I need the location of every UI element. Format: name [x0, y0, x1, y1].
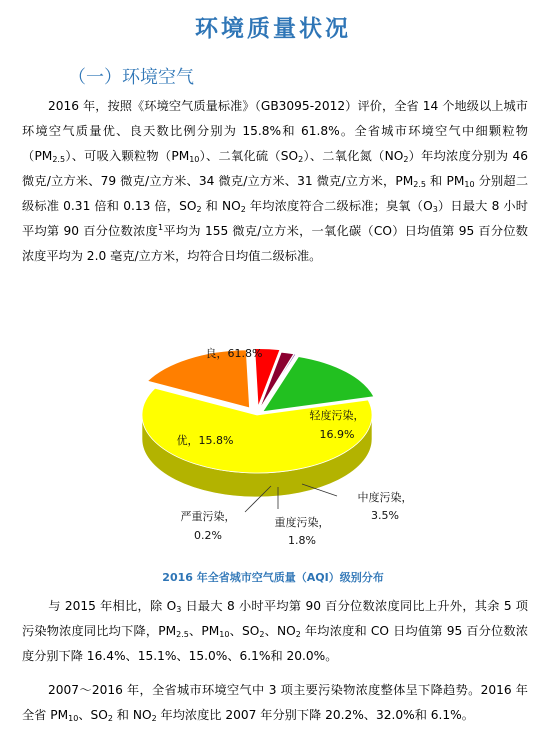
pie-label-严重污染: 严重污染， [180, 510, 236, 523]
aqi-pie-chart [130, 320, 430, 560]
page-title: 环境质量状况 [195, 15, 351, 42]
chart-caption: 2016 年全省城市空气质量（AQI）级别分布 [162, 571, 384, 584]
paragraph-3: 2007～2016 年，全省城市环境空气中 3 项主要污染物浓度整体呈下降趋势。2016 年全省 $PM_{10}$、$SO_2$ 和 $NO_2$ 年均浓度比 2007 年分别下降 20.2%、32.0%和 6.1%。 [22, 683, 528, 723]
pie-label-中度污染: 中度污染， [357, 491, 413, 504]
pie-label-重度污染: 重度污染， [274, 516, 330, 529]
pie-value-轻度污染: 16.9% [319, 428, 355, 441]
paragraph-1: 2016 年，按照《环境空气质量标准》（GB3095-2012）评价，全省 14 个地级以上城市环境空气质量优、良天数比例分别为 15.8%和 61.8%。全省城市环境空气中细颗粒物$(PM_{2.5})$、可吸入颗粒物$(PM_{10})$、二氧化硫$(SO_2)$、二氧化氮$(NO_2)$年均浓度分别为 46 微克/立方米、79 微克/立方米、34 微克/立方米、31 微克/立方米，$PM_{2.5}$ 和 $PM_{10}$ 分别超二级标准 0.31 倍和 0.13 倍，$SO_2$ 和 $NO_2$ 年均浓度符合二级标准；臭氧$(O_3)$日最大 8 小时平均第 90 百分位数浓度$^1$平均为 155 微克/立方米，一氧化碳（CO）日均值第 95 百分位数浓度平均为 2.0 毫克/立方米，均符合日均值二级标准。 [22, 99, 529, 263]
pie-value-重度污染: 1.8% [288, 534, 316, 547]
pie-value-严重污染: 0.2% [194, 529, 222, 542]
pie-value-中度污染: 3.5% [371, 509, 399, 522]
section-heading: （一）环境空气 [68, 67, 194, 88]
pie-label-优: 优，15.8% [176, 434, 234, 447]
pie-label-良: 良，61.8% [205, 347, 263, 360]
paragraph-2: 与 2015 年相比，除 $O_3$ 日最大 8 小时平均第 90 百分位数浓度同比上升外，其余 5 项污染物浓度同比均下降，$PM_{2.5}$、$PM_{10}$、$SO_2$、$NO_2$ 年均浓度和 CO 日均值第 95 百分位数浓度分别下降 16.4%、15.1%、15.0%、6.1%和 20.0%。 [22, 599, 528, 663]
pie-label-轻度污染: 轻度污染， [309, 409, 365, 422]
